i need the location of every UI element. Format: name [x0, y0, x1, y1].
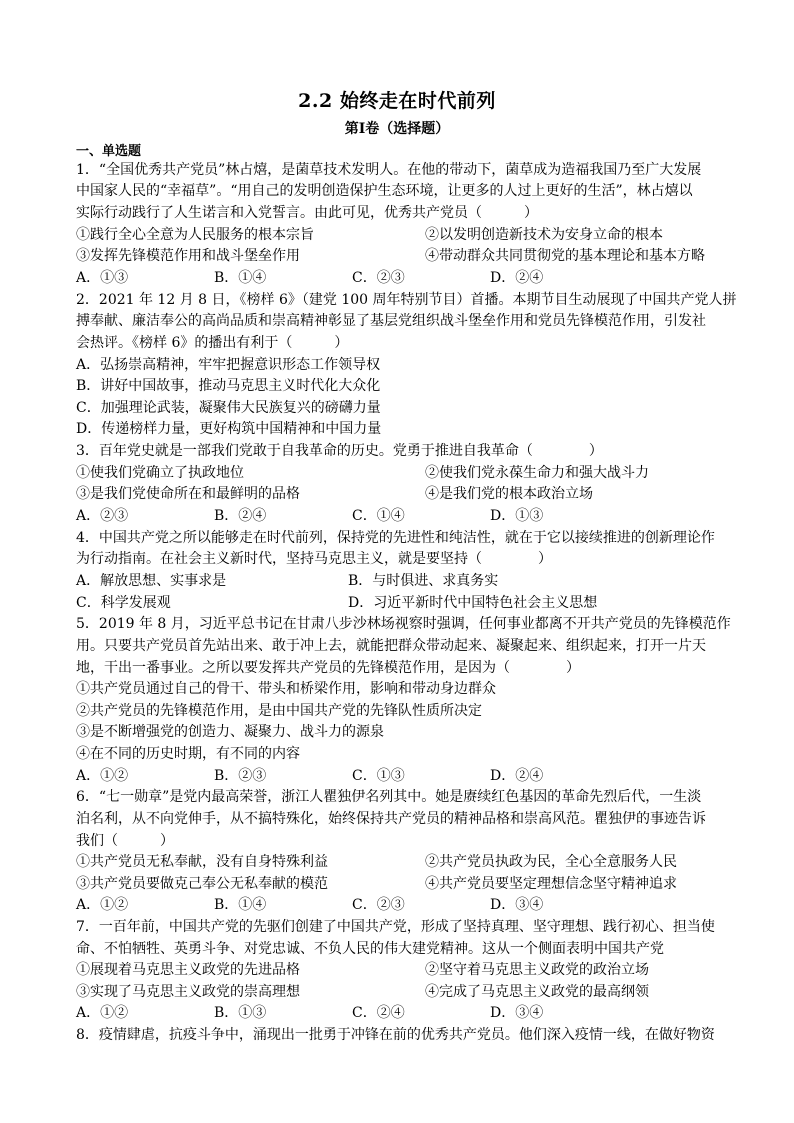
q5-statement-2: ②共产党员的先锋模范作用，是由中国共产党的先锋队性质所决定 — [76, 703, 482, 719]
q6-statement-1: ①共产党员无私奉献，没有自身特殊利益 — [76, 854, 328, 870]
q3-statement-2: ②使我们党永葆生命力和强大战斗力 — [425, 465, 649, 481]
q5-statement-1: ①共产党员通过自己的骨干、带头和桥梁作用，影响和带动身边群众 — [76, 681, 496, 697]
q4-choice-a[interactable]: A．解放思想、实事求是 — [76, 573, 227, 589]
q7-stem-line: 命、不怕牺牲、英勇斗争、对党忠诚、不负人民的伟大建党精神。这从一个侧面表明中国共产党 — [76, 941, 664, 957]
q7-statement-4: ④完成了马克思主义政党的最高纲领 — [425, 984, 649, 1000]
q1-stem-line: 实际行动践行了人生诺言和入党誓言。由此可见，优秀共产党员（ ） — [76, 205, 538, 221]
q6-statement-2: ②共产党员执政为民，全心全意服务人民 — [425, 854, 677, 870]
q6-choice-a[interactable]: A．①② — [76, 897, 129, 913]
q1-stem-line: 1．“全国优秀共产党员”林占熺，是菌草技术发明人。在他的带动下，菌草成为造福我国乃至广大发展 — [76, 162, 702, 178]
q8-stem-line: 8．疫情肆虐，抗疫斗争中，涌现出一批勇于冲锋在前的优秀共产党员。他们深入疫情一线，在做好物资 — [76, 1027, 715, 1043]
q7-choice-d[interactable]: D．③④ — [490, 1005, 544, 1021]
q5-choice-a[interactable]: A．①② — [76, 768, 129, 784]
q7-choice-a[interactable]: A．①② — [76, 1005, 129, 1021]
q7-stem-line: 7．一百年前，中国共产党的先驱们创建了中国共产党，形成了坚持真理、坚守理想、践行初心、担当使 — [76, 919, 715, 935]
q6-stem-line: 6．“七一勋章”是党内最高荣誉，浙江人瞿独伊名列其中。她是赓续红色基因的革命先烈后代，一生淡 — [76, 789, 702, 805]
q5-statement-3: ③是不断增强党的创造力、凝聚力、战斗力的源泉 — [76, 724, 384, 740]
q7-statement-3: ③实现了马克思主义政党的崇高理想 — [76, 984, 300, 1000]
q4-choice-c[interactable]: C．科学发展观 — [76, 595, 171, 611]
q2-choice-b[interactable]: B．讲好中国故事，推动马克思主义时代化大众化 — [76, 378, 381, 394]
q5-stem-line: 用。只要共产党员首先站出来、敢于冲上去，就能把群众带动起来、凝聚起来、组织起来，打开一片天 — [76, 638, 706, 654]
q4-choice-b[interactable]: B．与时俱进、求真务实 — [348, 573, 499, 589]
q1-statement-4: ④带动群众共同贯彻党的基本理论和基本方略 — [425, 248, 705, 264]
q1-choice-b[interactable]: B．①④ — [214, 270, 267, 286]
q6-statement-4: ④共产党员要坚定理想信念坚守精神追求 — [425, 876, 677, 892]
q1-choice-c[interactable]: C．②③ — [352, 270, 405, 286]
q1-statement-2: ②以发明创造新技术为安身立命的根本 — [425, 227, 663, 243]
q5-statement-4: ④在不同的历史时期，有不同的内容 — [76, 746, 300, 762]
q4-stem-line: 为行动指南。在社会主义新时代，坚持马克思主义，就是要坚持（ ） — [76, 551, 552, 567]
q6-statement-3: ③共产党员要做克己奉公无私奉献的模范 — [76, 876, 328, 892]
q4-stem-line: 4．中国共产党之所以能够走在时代前列，保持党的先进性和纯洁性，就在于它以接续推进的创新理论作 — [76, 530, 715, 546]
q4-choice-d[interactable]: D．习近平新时代中国特色社会主义思想 — [348, 595, 598, 611]
q1-statement-1: ①践行全心全意为人民服务的根本宗旨 — [76, 227, 314, 243]
section-heading: 一、单选题 — [76, 144, 142, 159]
q7-choice-b[interactable]: B．①③ — [214, 1005, 267, 1021]
q3-choice-b[interactable]: B．②④ — [214, 508, 267, 524]
q6-choice-b[interactable]: B．①④ — [214, 897, 267, 913]
q2-stem-line: 会热评。《榜样 6》的播出有利于（ ） — [76, 335, 349, 351]
q1-choice-a[interactable]: A．①③ — [76, 270, 129, 286]
q2-choice-a[interactable]: A．弘扬崇高精神，牢牢把握意识形态工作领导权 — [76, 357, 381, 373]
q7-statement-2: ②坚守着马克思主义政党的政治立场 — [425, 962, 649, 978]
q7-choice-c[interactable]: C．②④ — [352, 1005, 405, 1021]
q3-choice-d[interactable]: D．①③ — [490, 508, 544, 524]
q2-stem-line: 搏奉献、廉洁奉公的高尚品质和崇高精神彰显了基层党组织战斗堡垒作用和党员先锋模范作用，引发社 — [76, 313, 706, 329]
q2-choice-d[interactable]: D．传递榜样力量，更好构筑中国精神和中国力量 — [76, 421, 382, 437]
q3-stem-line: 3．百年党史就是一部我们党敢于自我革命的历史。党勇于推进自我革命（ ） — [76, 443, 603, 459]
volume-subtitle: 第I卷（选择题） — [344, 121, 450, 137]
q2-stem-line: 2．2021 年 12 月 8 日，《榜样 6》（建党 100 周年特别节目）首播。本期节目生动展现了中国共产党人拼 — [76, 292, 737, 308]
page-title: 2.2 始终走在时代前列 — [298, 90, 496, 112]
q1-choice-d[interactable]: D．②④ — [490, 270, 544, 286]
q2-choice-c[interactable]: C．加强理论武装，凝聚伟大民族复兴的磅礴力量 — [76, 400, 381, 416]
q5-choice-d[interactable]: D．②④ — [490, 768, 544, 784]
q5-stem-line: 地，干出一番事业。之所以要发挥共产党员的先锋模范作用，是因为（ ） — [76, 660, 580, 676]
q7-statement-1: ①展现着马克思主义政党的先进品格 — [76, 962, 300, 978]
q6-stem-line: 我们（ ） — [76, 833, 174, 849]
q6-choice-d[interactable]: D．③④ — [490, 897, 544, 913]
q5-choice-b[interactable]: B．②③ — [214, 768, 267, 784]
q1-stem-line: 中国家人民的“幸福草”。“用自己的发明创造保护生态环境，让更多的人过上更好的生活”，林占熺以 — [76, 183, 693, 199]
q3-statement-3: ③是我们党使命所在和最鲜明的品格 — [76, 486, 300, 502]
q5-stem-line: 5．2019 年 8 月，习近平总书记在甘肃八步沙林场视察时强调，任何事业都离不开共产党员的先锋模范作 — [76, 616, 731, 632]
q3-choice-c[interactable]: C．①④ — [352, 508, 405, 524]
q5-choice-c[interactable]: C．①③ — [352, 768, 405, 784]
q6-choice-c[interactable]: C．②③ — [352, 897, 405, 913]
q1-statement-3: ③发挥先锋模范作用和战斗堡垒作用 — [76, 248, 300, 264]
q3-statement-1: ①使我们党确立了执政地位 — [76, 465, 244, 481]
q3-choice-a[interactable]: A．②③ — [76, 508, 129, 524]
q6-stem-line: 泊名利，从不向党伸手，从不搞特殊化，始终保持共产党员的精神品格和崇高风范。瞿独伊的事迹告诉 — [76, 811, 706, 827]
q3-statement-4: ④是我们党的根本政治立场 — [425, 486, 593, 502]
